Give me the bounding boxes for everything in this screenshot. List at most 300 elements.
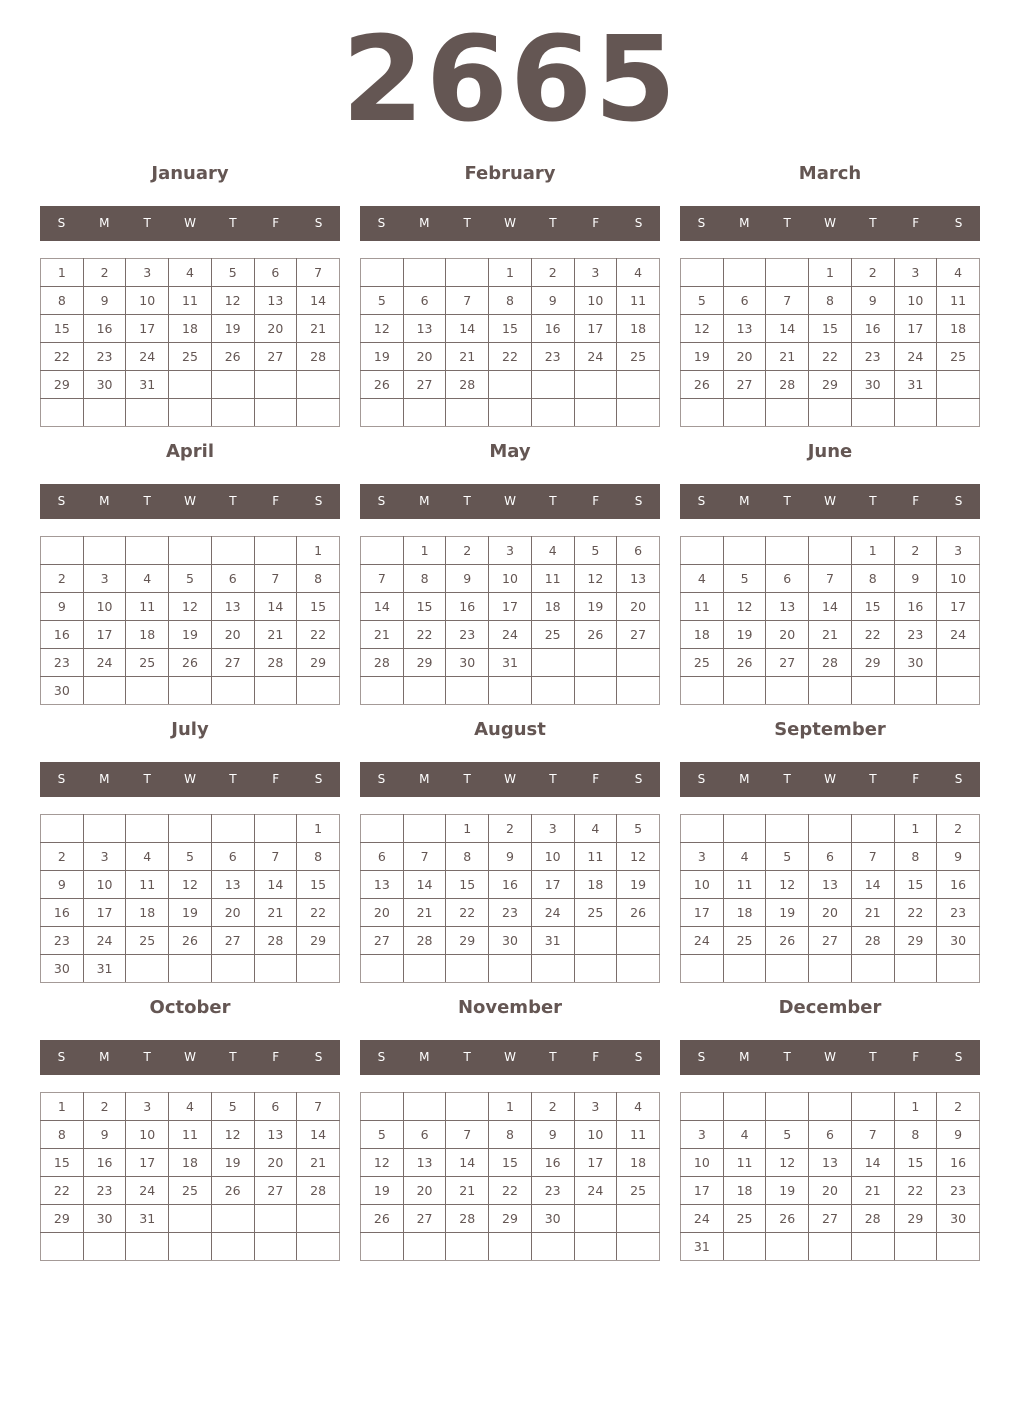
day-cell: 8	[489, 287, 532, 315]
week-row	[681, 399, 980, 427]
weekday-label: T	[143, 1050, 151, 1064]
day-cell: 22	[809, 343, 852, 371]
weekday-label: S	[634, 1050, 643, 1064]
weekday-header	[680, 762, 980, 797]
day-cell: 12	[723, 593, 766, 621]
week-row	[41, 371, 340, 399]
day-cell	[403, 1093, 446, 1121]
day-cell	[254, 815, 297, 843]
day-cell	[254, 371, 297, 399]
day-cell	[809, 955, 852, 983]
weekday-label: M	[739, 772, 750, 786]
month-name: March	[798, 163, 862, 184]
day-cell: 26	[681, 371, 724, 399]
day-cell: 23	[937, 899, 980, 927]
day-cell: 6	[809, 843, 852, 871]
day-cell: 25	[531, 621, 574, 649]
weekday-label: S	[634, 772, 643, 786]
day-cell	[297, 677, 340, 705]
weekday-label: T	[463, 494, 471, 508]
week-row	[681, 1233, 980, 1261]
day-cell: 4	[126, 843, 169, 871]
day-cell: 10	[894, 287, 937, 315]
day-cell: 20	[361, 899, 404, 927]
day-cell: 5	[766, 1121, 809, 1149]
day-cell: 28	[446, 1205, 489, 1233]
day-cell: 27	[211, 649, 254, 677]
month-name: June	[807, 441, 853, 462]
day-cell: 15	[489, 315, 532, 343]
day-cell: 14	[446, 315, 489, 343]
week-row	[681, 1093, 980, 1121]
day-cell: 8	[894, 1121, 937, 1149]
week-row	[681, 871, 980, 899]
week-row	[681, 621, 980, 649]
day-cell: 3	[126, 1093, 169, 1121]
week-row	[41, 1233, 340, 1261]
day-cell: 31	[126, 1205, 169, 1233]
week-row	[361, 259, 660, 287]
day-cell: 8	[894, 843, 937, 871]
day-cell: 5	[211, 259, 254, 287]
day-cell	[851, 815, 894, 843]
day-cell: 2	[41, 565, 84, 593]
day-cell: 27	[254, 1177, 297, 1205]
weekday-label: S	[57, 216, 66, 230]
day-cell	[617, 1233, 660, 1261]
weekday-label: T	[783, 1050, 791, 1064]
day-cell: 1	[41, 259, 84, 287]
day-cell: 7	[851, 843, 894, 871]
week-row	[361, 621, 660, 649]
day-cell: 9	[41, 871, 84, 899]
day-cell: 27	[403, 1205, 446, 1233]
weekday-label: M	[739, 216, 750, 230]
day-cell: 11	[126, 871, 169, 899]
day-cell	[403, 399, 446, 427]
day-cell	[41, 1233, 84, 1261]
day-cell: 6	[254, 1093, 297, 1121]
week-row	[681, 843, 980, 871]
day-cell	[574, 399, 617, 427]
day-cell: 31	[126, 371, 169, 399]
day-cell	[723, 677, 766, 705]
day-cell: 31	[531, 927, 574, 955]
day-cell: 14	[254, 593, 297, 621]
day-cell: 10	[83, 871, 126, 899]
weekday-label: S	[57, 494, 66, 508]
day-cell	[723, 815, 766, 843]
day-cell: 13	[254, 1121, 297, 1149]
day-cell: 23	[851, 343, 894, 371]
day-cell: 7	[809, 565, 852, 593]
weekday-label: F	[272, 216, 280, 230]
day-cell: 21	[809, 621, 852, 649]
weekday-label: T	[143, 494, 151, 508]
day-cell: 26	[361, 371, 404, 399]
day-cell: 30	[937, 1205, 980, 1233]
day-cell: 28	[254, 927, 297, 955]
day-cell	[617, 955, 660, 983]
day-cell	[574, 1205, 617, 1233]
day-cell	[211, 955, 254, 983]
day-cell	[531, 677, 574, 705]
day-cell: 21	[297, 1149, 340, 1177]
week-row	[681, 1149, 980, 1177]
day-cell: 20	[211, 621, 254, 649]
day-grid	[680, 814, 980, 983]
day-cell: 14	[809, 593, 852, 621]
day-cell: 30	[489, 927, 532, 955]
day-cell: 13	[809, 871, 852, 899]
day-cell	[574, 649, 617, 677]
day-cell	[574, 955, 617, 983]
week-row	[361, 1205, 660, 1233]
weekday-label: W	[824, 1050, 836, 1064]
weekday-label: S	[314, 1050, 323, 1064]
day-cell: 19	[766, 899, 809, 927]
day-cell: 26	[574, 621, 617, 649]
day-cell: 29	[851, 649, 894, 677]
day-cell: 20	[403, 1177, 446, 1205]
day-cell	[169, 399, 212, 427]
day-cell: 28	[297, 343, 340, 371]
day-cell: 25	[723, 1205, 766, 1233]
day-cell	[361, 259, 404, 287]
day-cell: 19	[361, 1177, 404, 1205]
day-cell: 15	[297, 593, 340, 621]
day-cell: 21	[403, 899, 446, 927]
day-cell: 3	[681, 1121, 724, 1149]
day-cell: 14	[361, 593, 404, 621]
day-grid	[40, 536, 340, 705]
weekday-label: T	[229, 494, 237, 508]
day-cell: 4	[617, 1093, 660, 1121]
week-row	[681, 315, 980, 343]
day-cell: 2	[41, 843, 84, 871]
day-grid	[360, 1092, 660, 1261]
day-cell	[723, 955, 766, 983]
month-name: November	[457, 997, 563, 1018]
day-cell: 9	[531, 1121, 574, 1149]
weekday-label: T	[229, 216, 237, 230]
weekday-label: S	[377, 216, 386, 230]
day-cell: 22	[489, 343, 532, 371]
day-cell: 14	[766, 315, 809, 343]
day-cell: 4	[531, 537, 574, 565]
weekday-header	[680, 1040, 980, 1075]
day-cell: 23	[531, 1177, 574, 1205]
day-cell: 4	[723, 1121, 766, 1149]
day-cell: 12	[766, 1149, 809, 1177]
week-row	[361, 955, 660, 983]
day-cell	[617, 1205, 660, 1233]
day-cell: 16	[937, 871, 980, 899]
day-cell: 27	[809, 927, 852, 955]
day-cell: 24	[894, 343, 937, 371]
week-row	[361, 1093, 660, 1121]
day-cell: 12	[169, 871, 212, 899]
week-row	[41, 565, 340, 593]
day-cell	[83, 1233, 126, 1261]
day-cell: 7	[297, 259, 340, 287]
day-cell	[254, 1233, 297, 1261]
week-row	[41, 1177, 340, 1205]
weekday-label: S	[954, 494, 963, 508]
day-cell: 4	[723, 843, 766, 871]
day-cell: 19	[766, 1177, 809, 1205]
day-cell: 31	[489, 649, 532, 677]
weekday-label: T	[229, 1050, 237, 1064]
weekday-label: F	[912, 216, 920, 230]
day-cell	[681, 399, 724, 427]
week-row	[41, 399, 340, 427]
day-cell: 15	[297, 871, 340, 899]
weekday-label: T	[869, 1050, 877, 1064]
day-cell	[169, 537, 212, 565]
day-cell: 7	[446, 287, 489, 315]
weekday-label: T	[463, 772, 471, 786]
day-cell: 8	[41, 1121, 84, 1149]
day-cell: 1	[297, 815, 340, 843]
day-cell: 14	[297, 1121, 340, 1149]
week-row	[41, 315, 340, 343]
day-cell: 3	[489, 537, 532, 565]
day-cell: 1	[41, 1093, 84, 1121]
day-cell	[681, 815, 724, 843]
weekday-label: F	[592, 1050, 600, 1064]
day-cell: 28	[361, 649, 404, 677]
day-cell: 7	[446, 1121, 489, 1149]
day-cell	[489, 677, 532, 705]
day-cell: 25	[681, 649, 724, 677]
day-cell: 8	[403, 565, 446, 593]
day-cell: 23	[83, 343, 126, 371]
day-cell	[766, 1093, 809, 1121]
day-cell	[937, 1233, 980, 1261]
day-cell: 19	[723, 621, 766, 649]
day-cell: 31	[681, 1233, 724, 1261]
day-cell: 16	[531, 1149, 574, 1177]
day-cell: 16	[489, 871, 532, 899]
day-cell: 18	[723, 899, 766, 927]
day-cell: 30	[83, 1205, 126, 1233]
day-cell: 8	[297, 565, 340, 593]
day-cell: 16	[851, 315, 894, 343]
week-row	[361, 649, 660, 677]
day-cell	[211, 677, 254, 705]
day-cell: 24	[126, 343, 169, 371]
day-cell: 16	[446, 593, 489, 621]
weekday-label: T	[463, 1050, 471, 1064]
week-row	[41, 1121, 340, 1149]
day-cell	[126, 955, 169, 983]
weekday-label: S	[954, 1050, 963, 1064]
weekday-label: S	[697, 772, 706, 786]
day-cell	[766, 399, 809, 427]
weekday-label: W	[504, 216, 516, 230]
day-grid	[40, 814, 340, 983]
day-cell: 4	[169, 1093, 212, 1121]
day-cell: 6	[403, 287, 446, 315]
week-row	[681, 343, 980, 371]
day-cell: 23	[83, 1177, 126, 1205]
day-cell: 1	[894, 1093, 937, 1121]
day-cell: 5	[169, 843, 212, 871]
weekday-label: T	[229, 772, 237, 786]
month-name: May	[489, 441, 531, 462]
day-cell: 2	[851, 259, 894, 287]
week-row	[41, 677, 340, 705]
day-cell: 24	[937, 621, 980, 649]
weekday-header	[360, 484, 660, 519]
day-cell: 9	[894, 565, 937, 593]
day-cell: 6	[211, 565, 254, 593]
week-row	[361, 1233, 660, 1261]
day-cell	[617, 677, 660, 705]
day-cell: 18	[531, 593, 574, 621]
day-cell: 15	[809, 315, 852, 343]
day-cell: 25	[723, 927, 766, 955]
weekday-label: S	[697, 1050, 706, 1064]
day-cell	[937, 955, 980, 983]
day-cell: 22	[851, 621, 894, 649]
day-cell: 18	[574, 871, 617, 899]
day-cell: 6	[254, 259, 297, 287]
weekday-label: W	[824, 772, 836, 786]
day-cell	[361, 815, 404, 843]
day-cell: 9	[83, 1121, 126, 1149]
day-cell	[681, 537, 724, 565]
day-cell	[126, 677, 169, 705]
day-cell: 31	[894, 371, 937, 399]
day-grid	[360, 536, 660, 705]
day-cell: 13	[809, 1149, 852, 1177]
day-cell: 26	[617, 899, 660, 927]
day-cell	[809, 677, 852, 705]
day-cell: 1	[894, 815, 937, 843]
weekday-label: M	[419, 1050, 430, 1064]
day-cell: 15	[489, 1149, 532, 1177]
day-cell: 1	[446, 815, 489, 843]
weekday-label: M	[99, 1050, 110, 1064]
day-cell: 26	[361, 1205, 404, 1233]
day-cell	[254, 399, 297, 427]
week-row	[41, 1205, 340, 1233]
day-grid	[360, 258, 660, 427]
day-cell	[851, 677, 894, 705]
day-cell: 8	[41, 287, 84, 315]
day-cell: 3	[83, 843, 126, 871]
day-cell: 29	[41, 371, 84, 399]
day-cell: 4	[169, 259, 212, 287]
day-cell: 28	[851, 1205, 894, 1233]
day-cell: 7	[361, 565, 404, 593]
day-cell	[766, 1233, 809, 1261]
day-cell	[617, 371, 660, 399]
day-grid	[680, 258, 980, 427]
day-cell: 2	[531, 1093, 574, 1121]
weekday-label: W	[184, 772, 196, 786]
day-cell: 17	[937, 593, 980, 621]
day-cell: 30	[446, 649, 489, 677]
day-cell	[531, 955, 574, 983]
day-grid	[40, 258, 340, 427]
day-cell: 4	[126, 565, 169, 593]
day-cell	[766, 815, 809, 843]
day-cell	[809, 1233, 852, 1261]
day-cell: 11	[937, 287, 980, 315]
month-name: January	[151, 163, 229, 184]
day-cell: 21	[766, 343, 809, 371]
weekday-label: F	[912, 494, 920, 508]
day-cell: 14	[446, 1149, 489, 1177]
week-row	[681, 537, 980, 565]
weekday-label: S	[697, 494, 706, 508]
month-name: September	[774, 719, 886, 740]
weekday-label: T	[143, 216, 151, 230]
week-row	[361, 1177, 660, 1205]
day-cell	[489, 955, 532, 983]
day-cell: 8	[446, 843, 489, 871]
day-cell	[126, 537, 169, 565]
day-cell: 10	[574, 1121, 617, 1149]
day-cell: 27	[403, 371, 446, 399]
day-cell: 7	[254, 565, 297, 593]
day-cell	[723, 259, 766, 287]
weekday-label: T	[869, 216, 877, 230]
day-cell: 18	[126, 621, 169, 649]
day-cell: 28	[851, 927, 894, 955]
day-cell: 18	[681, 621, 724, 649]
day-cell: 22	[41, 1177, 84, 1205]
weekday-label: T	[869, 772, 877, 786]
day-cell	[83, 399, 126, 427]
day-cell	[254, 537, 297, 565]
month-name: December	[778, 997, 882, 1018]
day-cell: 3	[83, 565, 126, 593]
weekday-label: T	[869, 494, 877, 508]
day-cell: 28	[766, 371, 809, 399]
weekday-label: F	[912, 1050, 920, 1064]
day-cell: 30	[531, 1205, 574, 1233]
day-cell: 15	[851, 593, 894, 621]
day-cell: 15	[446, 871, 489, 899]
weekday-label: W	[504, 494, 516, 508]
day-cell: 3	[574, 1093, 617, 1121]
day-cell	[403, 955, 446, 983]
day-cell: 19	[681, 343, 724, 371]
month-name: July	[171, 719, 209, 740]
weekday-label: S	[377, 494, 386, 508]
weekday-label: T	[783, 216, 791, 230]
day-cell: 6	[617, 537, 660, 565]
day-cell: 16	[41, 899, 84, 927]
day-cell: 17	[894, 315, 937, 343]
day-cell	[489, 399, 532, 427]
day-cell	[489, 371, 532, 399]
day-cell: 29	[489, 1205, 532, 1233]
day-cell: 13	[211, 593, 254, 621]
day-cell: 24	[489, 621, 532, 649]
week-row	[361, 593, 660, 621]
day-cell	[446, 955, 489, 983]
day-cell: 15	[403, 593, 446, 621]
day-cell	[894, 1233, 937, 1261]
week-row	[681, 593, 980, 621]
weekday-header	[680, 484, 980, 519]
day-cell	[83, 677, 126, 705]
